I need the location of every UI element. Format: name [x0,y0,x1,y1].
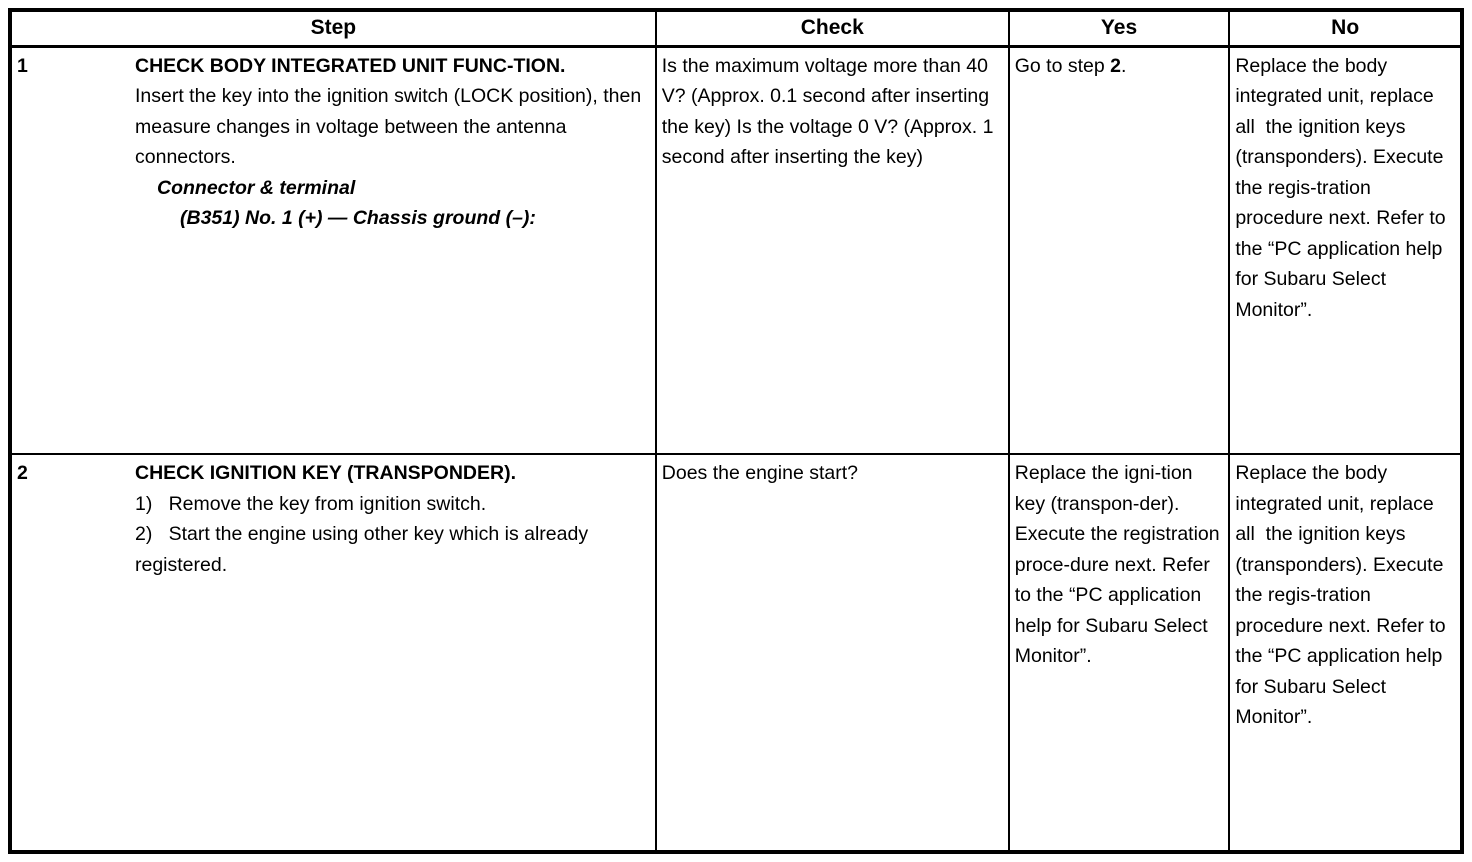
step-instruction: 2) Start the engine using other key which is already registered. [135,523,589,576]
step-content [135,51,647,234]
step-instruction: 1) Remove the key from ignition switch. [135,492,487,515]
step-title: CHECK BODY INTEGRATED UNIT FUNC-TION. [135,54,566,77]
yes-text: Go to step 2. [1014,54,1127,77]
column-header-check: Check [656,10,1009,46]
no-text: Replace the body integrated unit, replace all the ignition keys (transponders). Execute the regis-tration procedure next. Refer to the “PC application help for Subaru Select Monitor”. [1235,54,1446,321]
table-row-1 [10,46,1462,454]
step-content [135,458,647,580]
row-1-check-cell [656,46,1009,454]
column-header-yes: Yes [1009,10,1230,46]
no-text: Replace the body integrated unit, replace all the ignition keys (transponders). Execute the regis-tration procedure next. Refer to the “PC application help for Subaru Select Monitor”. [1235,462,1446,728]
row-2-step-cell [10,454,656,852]
connector-terminal-label: Connector & terminal [157,176,356,199]
row-1-no-cell [1229,46,1462,454]
step-title: CHECK IGNITION KEY (TRANSPONDER). [135,462,516,484]
yes-text: Replace the igni-tion key (transpon-der). Execute the registration proce-dure next. Refer to the “PC application help for Subaru Select Monitor”. [1014,462,1220,667]
diagnostic-troubleshooting-table [8,8,1464,854]
step-number: 1 [17,54,28,77]
step-number: 2 [17,462,28,484]
row-1-step-cell [10,46,656,454]
table-header-row [10,10,1462,46]
row-2-check-cell [656,454,1009,852]
table-row-2 [10,454,1462,852]
column-header-step: Step [10,10,656,46]
check-text: Is the maximum voltage more than 40 V? (Approx. 0.1 second after inserting the key) Is the voltage 0 V? (Approx. 1 second after inserting the key) [661,54,994,168]
check-text: Does the engine start? [661,462,858,484]
row-2-yes-cell [1009,454,1230,852]
connector-terminal-value: (B351) No. 1 (+) — Chassis ground (–): [180,207,536,229]
column-header-no: No [1229,10,1462,46]
row-1-yes-cell [1009,46,1230,454]
row-2-no-cell [1229,454,1462,852]
step-instruction: Insert the key into the ignition switch (LOCK position), then measure changes in voltage between the antenna connectors. [135,85,642,168]
